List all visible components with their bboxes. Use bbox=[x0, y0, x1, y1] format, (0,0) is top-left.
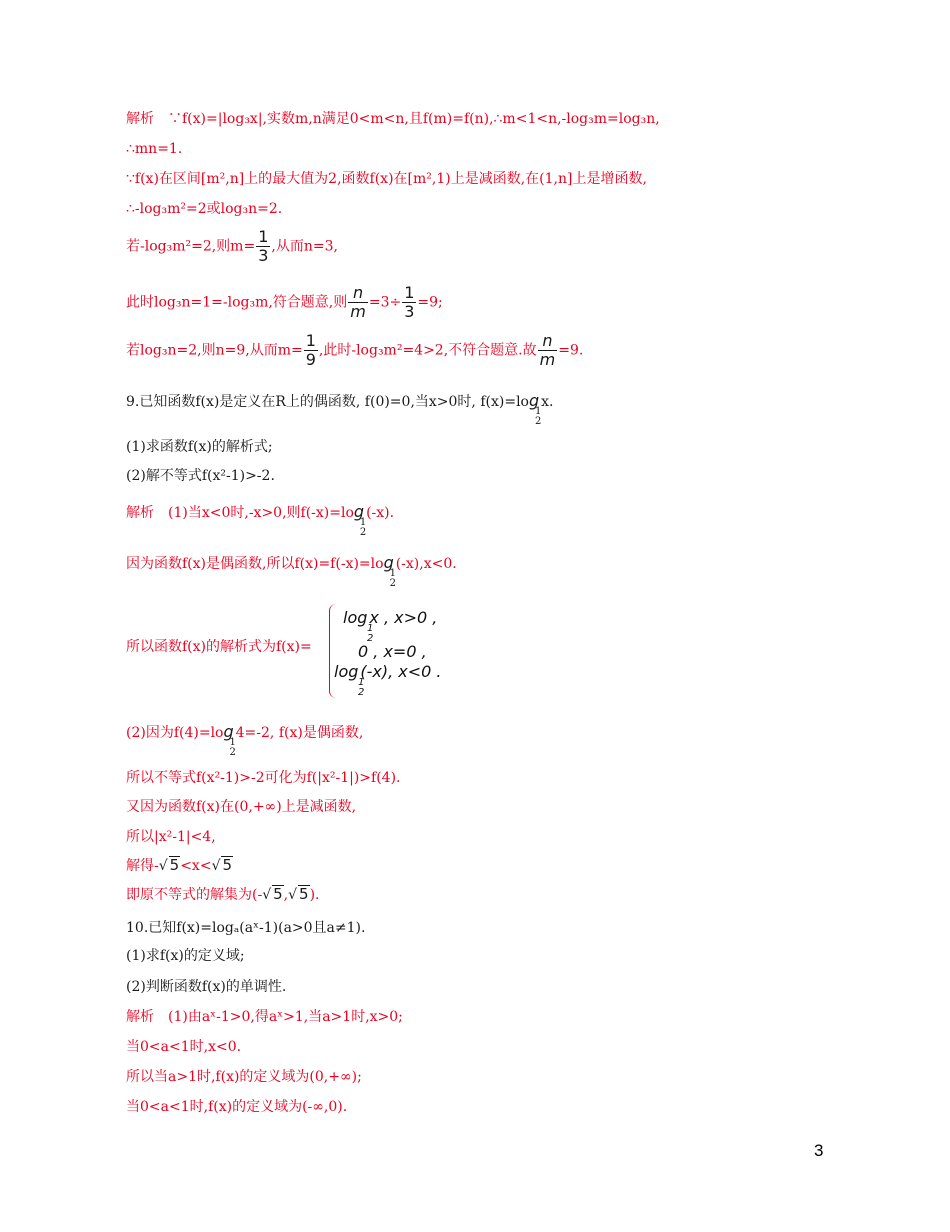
text: 9.已知函数f(x)是定义在R上的偶函数, f(0)=0,当x>0时, f(x)=lo bbox=[126, 394, 529, 410]
numerator: 1 bbox=[305, 331, 316, 350]
sqrt-symbol: √ bbox=[262, 887, 272, 903]
text: , bbox=[283, 887, 289, 903]
denominator: 2 bbox=[389, 578, 396, 589]
solution-line-5 bbox=[126, 228, 338, 265]
piecewise-brace bbox=[329, 604, 336, 698]
piecewise-case-1 bbox=[343, 608, 438, 644]
text: <x< bbox=[180, 858, 212, 874]
base-one-half bbox=[360, 518, 366, 538]
question-10-part-2: (2)判断函数f(x)的单调性. bbox=[126, 979, 287, 995]
base-one-half bbox=[358, 678, 364, 698]
g-glyph: g bbox=[383, 553, 394, 572]
text: 解得- bbox=[126, 858, 159, 874]
g-glyph: g bbox=[528, 391, 540, 410]
sqrt-radicand: 5 bbox=[169, 856, 180, 874]
text: 若log₃n=2,则n=9,从而m= bbox=[126, 342, 303, 359]
answer-10-line-3: 所以当a>1时,f(x)的定义域为(0,+∞); bbox=[126, 1069, 362, 1085]
g-glyph: g bbox=[357, 608, 368, 627]
denominator: 9 bbox=[305, 350, 316, 369]
log-base-half bbox=[528, 391, 542, 427]
question-9 bbox=[126, 391, 554, 427]
g-glyph: g bbox=[353, 502, 365, 521]
text: x. bbox=[541, 394, 554, 410]
numerator: 1 bbox=[404, 283, 415, 302]
question-10-part-1: (1)求f(x)的定义域; bbox=[126, 948, 245, 964]
answer-9-line-4 bbox=[126, 722, 364, 758]
text: (-x). bbox=[366, 505, 395, 521]
denominator: 3 bbox=[404, 302, 415, 321]
answer-9-line-1 bbox=[126, 502, 395, 538]
solution-line-6 bbox=[126, 284, 443, 321]
denominator: 2 bbox=[367, 633, 374, 644]
denominator: 2 bbox=[229, 747, 236, 758]
base-one-half bbox=[390, 569, 396, 589]
log-base-half bbox=[223, 722, 236, 758]
denominator: 2 bbox=[358, 687, 365, 698]
base-one-half bbox=[367, 624, 373, 644]
text: ,此时-log₃m²=4>2,不符合题意.故 bbox=[318, 342, 537, 359]
text: =9. bbox=[558, 342, 584, 359]
lo-text: lo bbox=[334, 662, 349, 681]
fraction-one-third bbox=[402, 284, 416, 321]
text: 若-log₃m²=2,则m= bbox=[126, 238, 256, 255]
text: 4=-2, f(x)是偶函数, bbox=[235, 725, 364, 741]
solution-line-1: 解析 ∵f(x)=|log₃x|,实数m,n满足0<m<n,且f(m)=f(n),∴m<1<n,-log₃m=log₃n, bbox=[126, 111, 660, 127]
case-text: x , x>0 , bbox=[369, 608, 438, 627]
text: 解析 (1)当x<0时,-x>0,则f(-x)=lo bbox=[126, 505, 354, 521]
piecewise-case-2: 0 , x=0 , bbox=[358, 642, 427, 661]
solution-line-3: ∵f(x)在区间[m²,n]上的最大值为2,函数f(x)在[m²,1)上是减函数,在(1,n]上是增函数, bbox=[126, 171, 647, 187]
answer-10-line-4: 当0<a<1时,f(x)的定义域为(-∞,0). bbox=[126, 1099, 348, 1115]
fraction-one-third bbox=[256, 228, 270, 265]
fraction-one-ninth bbox=[304, 332, 318, 369]
numerator: 1 bbox=[258, 227, 269, 246]
denominator: 3 bbox=[258, 246, 269, 265]
answer-9-line-7: 所以|x²-1|<4, bbox=[126, 829, 216, 845]
answer-10-line-1: 解析 (1)由aˣ-1>0,得aˣ>1,当a>1时,x>0; bbox=[126, 1009, 403, 1025]
g-glyph: g bbox=[348, 662, 359, 681]
sqrt-symbol: √ bbox=[158, 858, 168, 874]
numerator: 1 bbox=[534, 406, 542, 417]
question-10: 10.已知f(x)=logₐ(aˣ-1)(a>0且a≠1). bbox=[126, 920, 366, 936]
fraction-n-over-m bbox=[348, 284, 368, 321]
text: 此时log₃n=1=-log₃m,符合题意,则 bbox=[126, 294, 348, 311]
solution-line-7 bbox=[126, 332, 583, 369]
answer-10-line-2: 当0<a<1时,x<0. bbox=[126, 1039, 242, 1055]
numerator: 1 bbox=[389, 568, 396, 579]
fraction-n-over-m bbox=[538, 332, 558, 369]
numerator: 1 bbox=[229, 737, 236, 748]
question-9-part-1: (1)求函数f(x)的解析式; bbox=[126, 439, 273, 455]
text: ). bbox=[309, 887, 320, 903]
text: (2)因为f(4)=lo bbox=[126, 725, 224, 741]
log-base-half bbox=[334, 662, 365, 698]
base-one-half bbox=[229, 738, 235, 758]
log-base-half bbox=[383, 553, 396, 589]
numerator: 1 bbox=[359, 517, 367, 528]
text: =3÷ bbox=[368, 294, 402, 311]
piecewise-case-3 bbox=[334, 662, 442, 698]
sqrt-radicand: 5 bbox=[273, 885, 283, 903]
sqrt-symbol: √ bbox=[288, 887, 298, 903]
sqrt-symbol: √ bbox=[211, 858, 221, 874]
text: ,从而n=3, bbox=[271, 238, 338, 255]
sqrt-radicand: 5 bbox=[222, 856, 233, 874]
numerator: 1 bbox=[367, 623, 374, 634]
solution-line-2: ∴mn=1. bbox=[126, 141, 183, 157]
solution-line-4: ∴-log₃m²=2或log₃n=2. bbox=[126, 201, 283, 217]
denominator: m bbox=[539, 350, 556, 369]
base-one-half bbox=[535, 407, 541, 427]
question-9-part-2: (2)解不等式f(x²-1)>-2. bbox=[126, 468, 275, 484]
numerator: n bbox=[348, 284, 368, 303]
text: 即原不等式的解集为(- bbox=[126, 887, 263, 903]
answer-9-line-8 bbox=[126, 856, 233, 876]
text: (-x),x<0. bbox=[395, 556, 457, 572]
case-text: (-x), x<0 . bbox=[360, 662, 442, 681]
page-number: 3 bbox=[814, 1141, 824, 1160]
sqrt-radicand: 5 bbox=[299, 885, 309, 903]
answer-9-line-9 bbox=[126, 885, 320, 905]
lo-text: lo bbox=[343, 608, 358, 627]
log-base-half bbox=[353, 502, 367, 538]
log-base-half bbox=[343, 608, 374, 644]
denominator: 2 bbox=[359, 527, 367, 538]
denominator: m bbox=[350, 302, 366, 321]
answer-9-line-3: 所以函数f(x)的解析式为f(x)= bbox=[126, 639, 312, 655]
denominator: 2 bbox=[534, 416, 542, 427]
numerator: n bbox=[538, 332, 558, 351]
g-glyph: g bbox=[223, 722, 234, 741]
answer-9-line-2 bbox=[126, 553, 457, 589]
answer-9-line-6: 又因为函数f(x)在(0,+∞)上是减函数, bbox=[126, 799, 357, 815]
text: =9; bbox=[417, 294, 443, 311]
answer-9-line-5: 所以不等式f(x²-1)>-2可化为f(|x²-1|)>f(4). bbox=[126, 770, 401, 786]
numerator: 1 bbox=[358, 677, 365, 688]
text: 因为函数f(x)是偶函数,所以f(x)=f(-x)=lo bbox=[126, 556, 384, 572]
